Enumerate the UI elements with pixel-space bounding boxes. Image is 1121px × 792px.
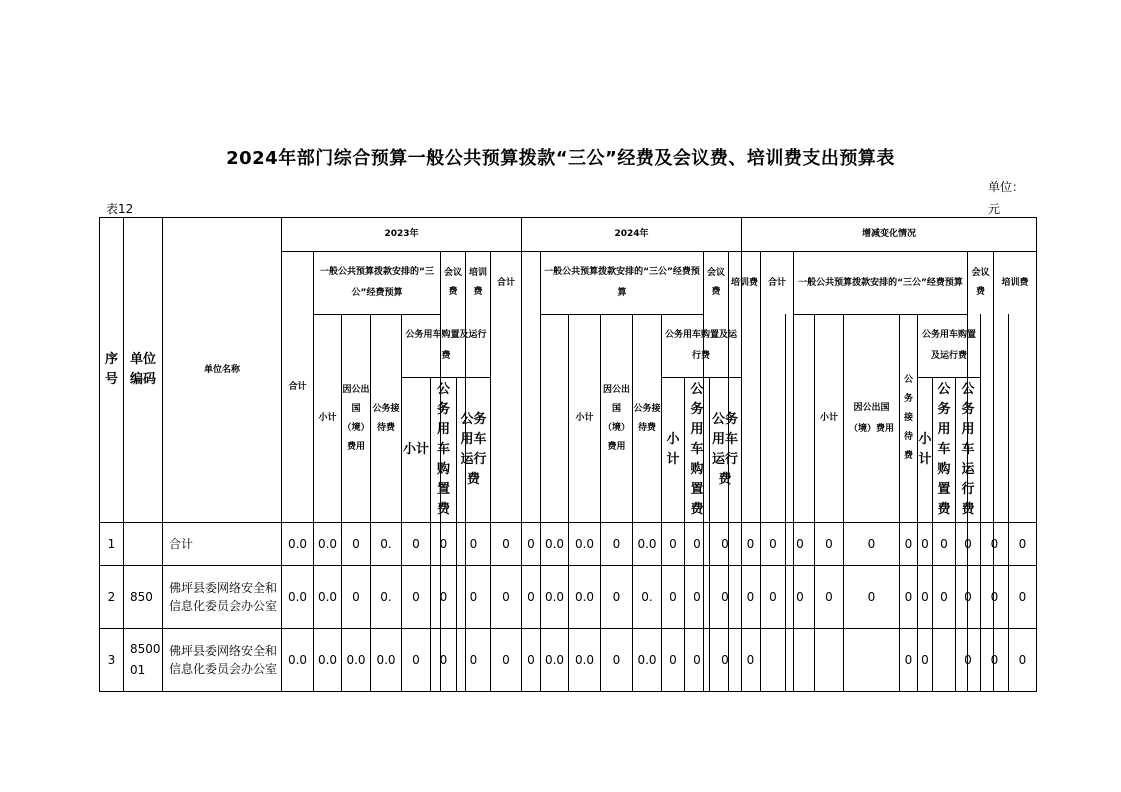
value-cell: 0 bbox=[721, 589, 729, 604]
value-cell: 0 bbox=[469, 652, 478, 667]
value-cell: 0 bbox=[990, 536, 999, 551]
value-cell bbox=[786, 629, 814, 691]
header-vehicle-purchase: 公务用车购置费 bbox=[436, 382, 450, 517]
row-unit-name: 佛坪县委网络安全和信息化委员会办公室 bbox=[169, 581, 278, 613]
value-cell: 0.0 bbox=[287, 652, 308, 667]
header-vehicle-operation: 公务用车运行费 bbox=[961, 382, 975, 517]
value-cell: 0 bbox=[964, 652, 972, 667]
value-cell: 0 bbox=[964, 589, 972, 604]
header-training: 培训费 bbox=[730, 277, 758, 288]
value-cell: 0 bbox=[1018, 652, 1027, 667]
value-cell: 0 bbox=[904, 589, 913, 604]
page-title: 2024年部门综合预算一般公共预算拨款“三公”经费及会议费、培训费支出预算表 bbox=[226, 148, 895, 169]
header-unit-code: 单位编码 bbox=[129, 352, 156, 387]
value-cell: 0 bbox=[1018, 536, 1027, 551]
value-cell: 0 bbox=[921, 652, 929, 667]
header-year-2024: 2024年 bbox=[614, 229, 649, 239]
row-unit-code: 850 bbox=[130, 589, 153, 604]
row-unit-code: 850001 bbox=[130, 642, 161, 677]
header-sangong: 一般公共预算拨款安排的“三公”经费预算 bbox=[544, 267, 700, 298]
value-cell: 0 bbox=[527, 536, 535, 551]
header-meeting: 会议费 bbox=[971, 268, 990, 297]
header-seq: 序号 bbox=[104, 352, 118, 387]
value-cell: 0.0 bbox=[544, 652, 565, 667]
header-subtotal: 小计 bbox=[402, 442, 429, 457]
header-meeting: 会议费 bbox=[443, 268, 462, 297]
header-abroad: 因公出国（境）费用 bbox=[848, 402, 894, 434]
value-cell: 0.0 bbox=[637, 536, 657, 551]
value-cell: 0 bbox=[412, 589, 420, 604]
row-unit-name: 佛坪县委网络安全和信息化委员会办公室 bbox=[169, 644, 278, 676]
value-cell: 0 bbox=[746, 536, 755, 551]
header-unit-name: 单位名称 bbox=[203, 364, 240, 375]
value-cell: 0.0 bbox=[346, 652, 366, 667]
value-cell: 0 bbox=[669, 589, 677, 604]
header-vehicle: 公务用车购置及运行费 bbox=[405, 330, 487, 361]
header-vehicle: 公务用车购置及运行费 bbox=[664, 330, 737, 361]
header-total: 合计 bbox=[288, 381, 307, 392]
header-total: 合计 bbox=[767, 277, 786, 288]
value-cell: 0 bbox=[669, 536, 677, 551]
header-vehicle-purchase: 公务用车购置费 bbox=[937, 382, 951, 517]
header-vehicle-purchase: 公务用车购置费 bbox=[690, 382, 704, 517]
value-cell: 0 bbox=[439, 536, 448, 551]
header-meeting: 会议费 bbox=[706, 268, 725, 297]
row-unit-code bbox=[124, 523, 162, 565]
value-cell: 0 bbox=[439, 652, 448, 667]
value-cell: 0 bbox=[693, 652, 701, 667]
value-cell: 0 bbox=[904, 536, 913, 551]
value-cell: 0 bbox=[904, 652, 913, 667]
header-training: 培训费 bbox=[468, 268, 487, 297]
value-cell: 0 bbox=[527, 589, 535, 604]
value-cell: 0.0 bbox=[544, 589, 565, 604]
value-cell: 0 bbox=[527, 652, 535, 667]
value-cell: 0 bbox=[612, 536, 621, 551]
row-seq: 1 bbox=[107, 536, 116, 551]
value-cell: 0 bbox=[940, 589, 948, 604]
value-cell: 0 bbox=[352, 536, 360, 551]
value-cell: 0 bbox=[769, 536, 777, 551]
value-cell: 0 bbox=[669, 652, 677, 667]
value-cell: 0 bbox=[746, 652, 755, 667]
value-cell: 0.0 bbox=[574, 652, 595, 667]
header-abroad: 因公出国（境）费用 bbox=[342, 384, 370, 452]
value-cell: 0 bbox=[921, 536, 929, 551]
value-cell: 0 bbox=[867, 536, 876, 551]
value-cell: 0 bbox=[412, 652, 420, 667]
value-cell: 0 bbox=[769, 589, 777, 604]
value-cell: 0 bbox=[352, 589, 360, 604]
value-cell: 0.0 bbox=[287, 536, 308, 551]
value-cell: 0 bbox=[412, 536, 420, 551]
row-seq: 3 bbox=[107, 652, 116, 667]
value-cell: 0 bbox=[469, 589, 478, 604]
value-cell: 0 bbox=[990, 589, 999, 604]
value-cell: 0 bbox=[439, 589, 448, 604]
value-cell: 0.0 bbox=[574, 589, 595, 604]
header-subtotal: 小计 bbox=[575, 413, 594, 423]
table-number: 表12 bbox=[106, 202, 134, 216]
value-cell: 0.0 bbox=[317, 589, 338, 604]
value-cell: 0. bbox=[641, 589, 653, 604]
header-subtotal: 小计 bbox=[819, 413, 838, 423]
header-reception: 公务接待费 bbox=[903, 375, 913, 461]
header-vehicle: 公务用车购置及运行费 bbox=[921, 330, 976, 361]
unit-label: 单位： bbox=[988, 180, 1025, 194]
value-cell: 0 bbox=[990, 652, 999, 667]
header-year-2023: 2023年 bbox=[384, 229, 419, 239]
value-cell: 0.0 bbox=[287, 589, 308, 604]
value-cell: 0 bbox=[825, 536, 833, 551]
value-cell: 0.0 bbox=[574, 536, 595, 551]
value-cell: 0.0 bbox=[317, 652, 338, 667]
value-cell: 0 bbox=[825, 589, 833, 604]
value-cell: 0 bbox=[469, 536, 478, 551]
header-reception: 公务接待费 bbox=[633, 403, 661, 433]
value-cell: 0. bbox=[380, 536, 392, 551]
header-reception: 公务接待费 bbox=[372, 403, 400, 433]
header-subtotal: 小计 bbox=[318, 413, 337, 423]
value-cell: 0 bbox=[612, 652, 621, 667]
value-cell: 0.0 bbox=[376, 652, 396, 667]
value-cell: 0 bbox=[502, 652, 510, 667]
value-cell: 0 bbox=[921, 589, 929, 604]
value-cell bbox=[761, 629, 785, 691]
value-cell: 0 bbox=[502, 536, 510, 551]
value-cell: 0 bbox=[693, 536, 701, 551]
header-abroad: 因公出国（境）费用 bbox=[602, 384, 630, 452]
value-cell: 0.0 bbox=[317, 536, 338, 551]
header-total: 合计 bbox=[496, 277, 515, 288]
header-vehicle-operation: 公务用车运行费 bbox=[460, 412, 487, 487]
value-cell: 0.0 bbox=[637, 652, 657, 667]
row-unit-name: 合计 bbox=[169, 537, 194, 551]
grid-line bbox=[1036, 217, 1037, 692]
value-cell: 0 bbox=[502, 589, 510, 604]
value-cell: 0 bbox=[746, 589, 755, 604]
value-cell: 0 bbox=[796, 589, 804, 604]
value-cell: 0 bbox=[693, 589, 701, 604]
value-cell: 0 bbox=[796, 536, 804, 551]
header-sangong: 一般公共预算拨款安排的“三公”经费预算 bbox=[320, 267, 434, 298]
row-seq: 2 bbox=[107, 589, 116, 604]
value-cell: 0 bbox=[940, 536, 948, 551]
header-subtotal: 小计 bbox=[666, 432, 680, 467]
value-cell bbox=[844, 629, 899, 691]
unit-value: 元 bbox=[988, 202, 1001, 216]
header-subtotal: 小计 bbox=[918, 432, 932, 467]
value-cell: 0 bbox=[721, 652, 729, 667]
value-cell: 0 bbox=[867, 589, 876, 604]
value-cell bbox=[933, 629, 955, 691]
header-change: 增减变化情况 bbox=[861, 229, 916, 239]
value-cell: 0 bbox=[612, 589, 621, 604]
header-vehicle-operation: 公务用车运行费 bbox=[711, 412, 738, 487]
value-cell bbox=[815, 629, 843, 691]
value-cell: 0.0 bbox=[544, 536, 565, 551]
value-cell: 0 bbox=[721, 536, 729, 551]
header-training: 培训费 bbox=[1001, 277, 1029, 288]
header-sangong: 一般公共预算拨款安排的“三公”经费预算 bbox=[798, 277, 963, 288]
value-cell: 0 bbox=[1018, 589, 1027, 604]
value-cell: 0. bbox=[380, 589, 392, 604]
value-cell: 0 bbox=[964, 536, 972, 551]
